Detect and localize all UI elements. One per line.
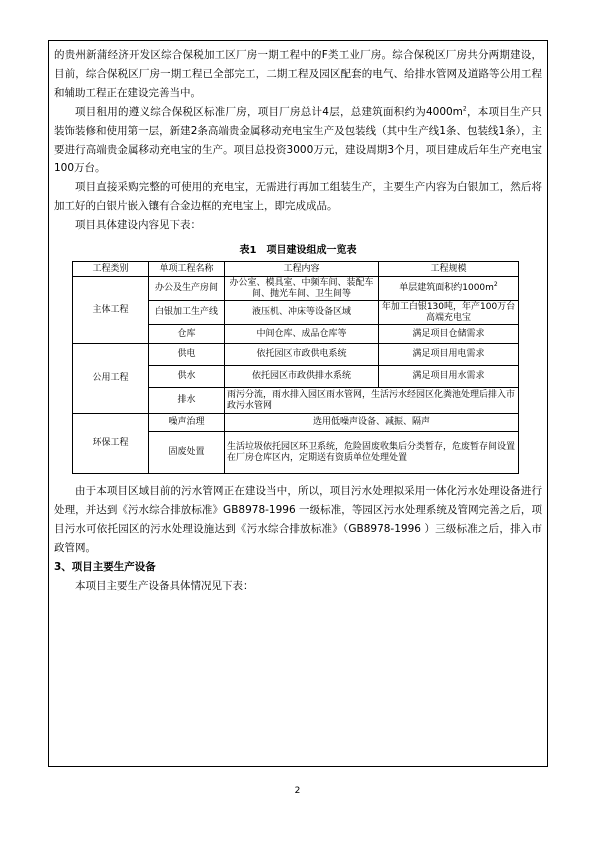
table-cell: 年加工白银130吨，年产100万台高端充电宝 xyxy=(379,301,519,325)
table-cell: 雨污分流，雨水排入园区雨水管网，生活污水经园区化粪池处理后排入市政污水管网 xyxy=(225,388,519,414)
table-cell: 白银加工生产线 xyxy=(149,301,225,325)
page-frame xyxy=(48,40,548,767)
table-cell: 排水 xyxy=(149,388,225,414)
table-cell: 满足项目用水需求 xyxy=(379,366,519,388)
category-main: 主体工程 xyxy=(73,277,149,344)
header-item: 单项工程名称 xyxy=(149,262,225,277)
table-cell: 仓库 xyxy=(149,325,225,344)
page-content xyxy=(54,46,542,596)
table-cell xyxy=(379,277,519,301)
section-heading: 3、项目主要生产设备 xyxy=(54,560,156,573)
superscript: 2 xyxy=(493,281,498,289)
table-row xyxy=(73,414,519,432)
table-cell: 液压机、冲床等设备区域 xyxy=(225,301,379,325)
superscript: 2 xyxy=(462,105,467,113)
page-number: 2 xyxy=(294,786,301,796)
table-cell: 选用低噪声设备、减振、隔声 xyxy=(225,414,519,432)
table-cell: 办公室、模具室、中频车间、装配车间、抛光车间、卫生间等 xyxy=(225,277,379,301)
paragraph-5: 由于本项目区域目前的污水管网正在建设当中，所以，项目污水处理拟采用一体化污水处理设备进行处理，并达到《污水综合排放标准》GB8978-1996 一级标准，等园区污水处理系统及管网完善之后，项目污水可依托园区的污水处理设施达到《污水综合排放标准》（GB8978-1996 ）三级标准之后，排入市政管网。 xyxy=(54,485,542,554)
table-cell: 满足项目仓储需求 xyxy=(379,325,519,344)
table-cell: 依托园区市政供电系统 xyxy=(225,344,379,366)
table-row xyxy=(73,277,519,301)
paragraph-3: 项目直接采购完整的可使用的充电宝，无需进行再加工组装生产，主要生产内容为白银加工，然后将加工好的白银片嵌入镶有合金边框的充电宝上，即完成成品。 xyxy=(54,181,542,213)
construction-table xyxy=(72,261,519,474)
scale-text: 单层建筑面积约1000m xyxy=(399,283,494,294)
header-scale: 工程规模 xyxy=(379,262,519,277)
table-cell: 满足项目用电需求 xyxy=(379,344,519,366)
table-cell: 供水 xyxy=(149,366,225,388)
paragraph-1: 的贵州新蒲经济开发区综合保税加工区厂房一期工程中的F类工业厂房。综合保税区厂房共分两期建设，目前，综合保税区厂房一期工程已全部完工，二期工程及园区配套的电气、给排水管网及道路等公用工程和辅助工程正在建设完善当中。 xyxy=(54,49,542,99)
paragraph-2 xyxy=(54,103,542,179)
paragraph-2-part-a: 项目租用的遵义综合保税区标准厂房，项目厂房总计4层，总建筑面积约为4000m xyxy=(75,105,463,118)
table-cell: 固废处置 xyxy=(149,432,225,474)
table-row xyxy=(73,344,519,366)
table-cell: 生活垃圾依托园区环卫系统，危险固废收集后分类暂存，危废暂存间设置在厂房仓库区内，定期送有资质单位处理处置 xyxy=(225,432,519,474)
paragraph-6: 本项目主要生产设备具体情况见下表： xyxy=(75,579,254,592)
table-cell: 依托园区市政供排水系统 xyxy=(225,366,379,388)
table-header-row xyxy=(73,262,519,277)
table-cell: 供电 xyxy=(149,344,225,366)
table-cell: 中间仓库、成品仓库等 xyxy=(225,325,379,344)
category-env: 环保工程 xyxy=(73,414,149,474)
paragraph-2-part-b: ，本项目生产只装饰装修和使用第一层，新建2条高端贵金属移动充电宝生产及包装线（其中生产线1条、包装线1条），主要进行高端贵金属移动充电宝的生产。项目总投资3000万元，建设周期3个月，项目建成后年生产充电宝100万台。 xyxy=(54,105,542,175)
table-cell: 噪声治理 xyxy=(149,414,225,432)
table-caption: 表1 项目建设组成一览表 xyxy=(239,245,357,257)
category-public: 公用工程 xyxy=(73,344,149,414)
header-content: 工程内容 xyxy=(225,262,379,277)
header-category: 工程类别 xyxy=(73,262,149,277)
table-cell: 办公及生产房间 xyxy=(149,277,225,301)
paragraph-4: 项目具体建设内容见下表： xyxy=(75,219,201,232)
